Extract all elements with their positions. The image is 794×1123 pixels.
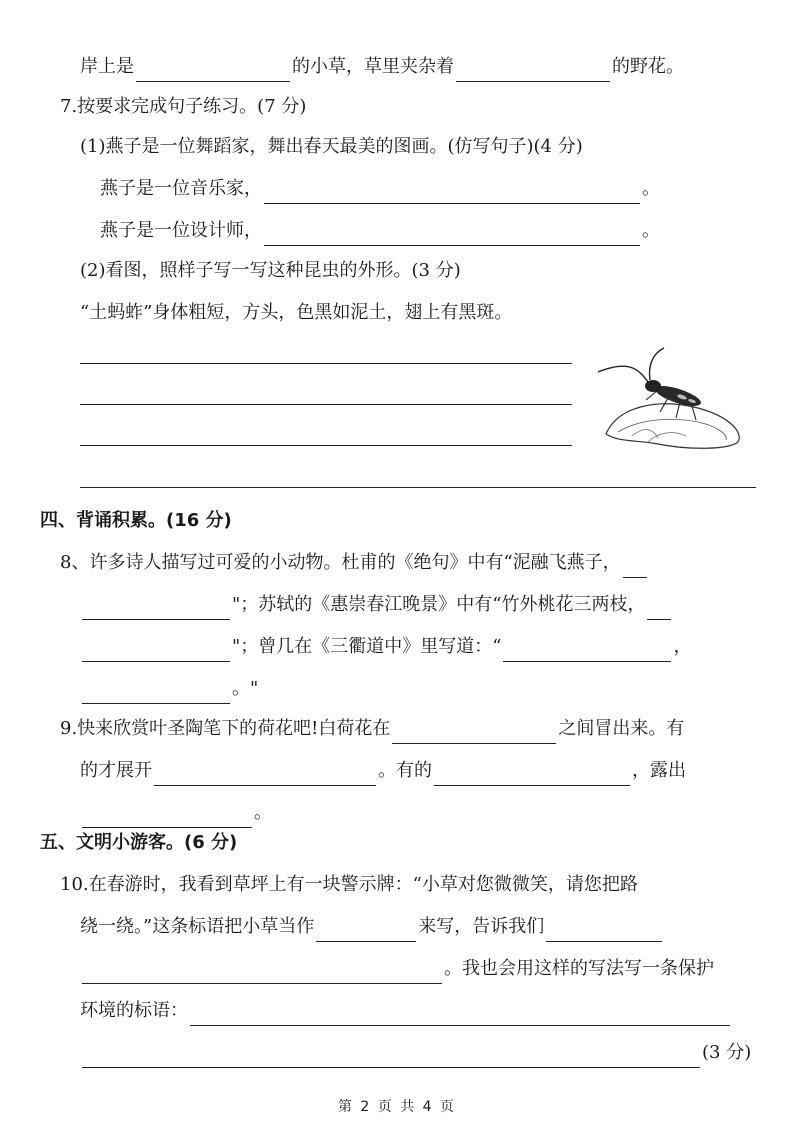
q7-sub2-example	[80, 298, 512, 328]
answer-blank[interactable]	[190, 1003, 730, 1026]
q10-line2-text-b: 来写，告诉我们	[418, 916, 545, 937]
q10-line2	[80, 912, 664, 942]
answer-blank[interactable]	[647, 597, 671, 620]
q7-sub1-line1	[100, 174, 660, 204]
q7-title	[60, 92, 306, 122]
q8-line4	[80, 674, 258, 704]
section5-heading	[40, 828, 237, 858]
q10-line3-text: 。我也会用这样的写法写一条保护	[444, 958, 714, 979]
answer-blank[interactable]	[82, 1045, 700, 1068]
q10-line3	[80, 954, 714, 984]
q7-sub2-prompt	[80, 256, 461, 286]
q8-line2-text: "；苏轼的《惠崇春江晚景》中有“竹外桃花三两枝，	[232, 594, 646, 615]
q6-text-b: 的小草，草里夹杂着	[292, 56, 454, 77]
answer-blank[interactable]	[82, 805, 252, 828]
section4-heading	[40, 506, 232, 536]
q10-line4-text: 环境的标语：	[80, 1000, 188, 1021]
q6-line	[80, 52, 684, 82]
q7-sub1-prompt-text: (1)燕子是一位舞蹈家，舞出春天最美的图画。(仿写句子)(4 分)	[80, 136, 583, 157]
q8-line3-text: "；曾几在《三衢道中》里写道：“	[232, 636, 502, 657]
answer-blank[interactable]	[154, 763, 376, 786]
writing-line[interactable]	[80, 363, 572, 364]
page-footer: 第 2 页 共 4 页	[337, 1099, 457, 1115]
q8-line3	[80, 632, 691, 662]
q7-sub1-line2	[100, 216, 660, 246]
q9-line1	[60, 714, 684, 744]
q7-sub2-example-text: “土蚂蚱”身体粗短，方头，色黑如泥土，翅上有黑斑。	[80, 302, 513, 323]
q7-sub1-end: 。	[642, 220, 660, 241]
q9-line1-text-b: 之间冒出来。有	[558, 718, 685, 739]
q10-line1-text: 10.在春游时，我看到草坪上有一块警示牌：“小草对您微微笑，请您把路	[60, 874, 638, 895]
q9-line2-text-c: ，露出	[632, 760, 686, 781]
q9-line3-text: 。	[254, 802, 272, 823]
writing-line[interactable]	[80, 404, 572, 405]
q8-line3-comma: ，	[673, 636, 692, 657]
answer-blank[interactable]	[264, 181, 640, 204]
q6-text-a: 岸上是	[80, 56, 134, 77]
q9-line1-text-a: 9.快来欣赏叶圣陶笔下的荷花吧!白荷花在	[60, 718, 391, 739]
answer-blank[interactable]	[82, 681, 230, 704]
writing-line[interactable]	[80, 445, 572, 446]
q10-line4	[80, 996, 732, 1026]
q7-sub2-prompt-text: (2)看图，照样子写一写这种昆虫的外形。(3 分)	[80, 260, 461, 281]
q7-title-text: 7.按要求完成句子练习。(7 分)	[60, 96, 307, 117]
answer-blank[interactable]	[503, 639, 671, 662]
answer-blank[interactable]	[434, 763, 630, 786]
writing-line[interactable]	[80, 487, 756, 488]
answer-blank[interactable]	[316, 919, 416, 942]
q8-line1	[60, 548, 649, 578]
q10-line1	[60, 870, 638, 900]
answer-blank[interactable]	[82, 961, 442, 984]
answer-blank[interactable]	[623, 555, 647, 578]
q8-line1-text: 8、许多诗人描写过可爱的小动物。杜甫的《绝句》中有“泥融飞燕子，	[60, 552, 621, 573]
q7-sub1-line2-text: 燕子是一位设计师，	[100, 220, 262, 241]
q10-line2-text-a: 绕一绕。”这条标语把小草当作	[80, 916, 315, 937]
section4-heading-text: 四、背诵积累。(16 分)	[40, 510, 232, 531]
q8-line4-text: 。"	[232, 678, 259, 699]
longhorn-beetle-illustration	[588, 346, 748, 456]
answer-blank[interactable]	[136, 59, 290, 82]
q6-text-c: 的野花。	[612, 56, 684, 77]
answer-blank[interactable]	[82, 597, 230, 620]
q7-sub1-line1-text: 燕子是一位音乐家，	[100, 178, 262, 199]
answer-blank[interactable]	[264, 223, 640, 246]
answer-blank[interactable]	[456, 59, 610, 82]
q9-line2-text-a: 的才展开	[80, 760, 152, 781]
q9-line2	[80, 756, 686, 786]
q10-line5-text: (3 分)	[702, 1042, 752, 1063]
answer-blank[interactable]	[392, 721, 556, 744]
section5-heading-text: 五、文明小游客。(6 分)	[40, 832, 238, 853]
q8-line2	[80, 590, 673, 620]
answer-blank[interactable]	[546, 919, 662, 942]
q9-line3	[80, 798, 272, 828]
q9-line2-text-b: 。有的	[378, 760, 432, 781]
q7-sub1-end: 。	[642, 178, 660, 199]
answer-blank[interactable]	[82, 639, 230, 662]
q7-sub1-prompt	[80, 132, 583, 162]
q10-line5	[80, 1038, 751, 1068]
